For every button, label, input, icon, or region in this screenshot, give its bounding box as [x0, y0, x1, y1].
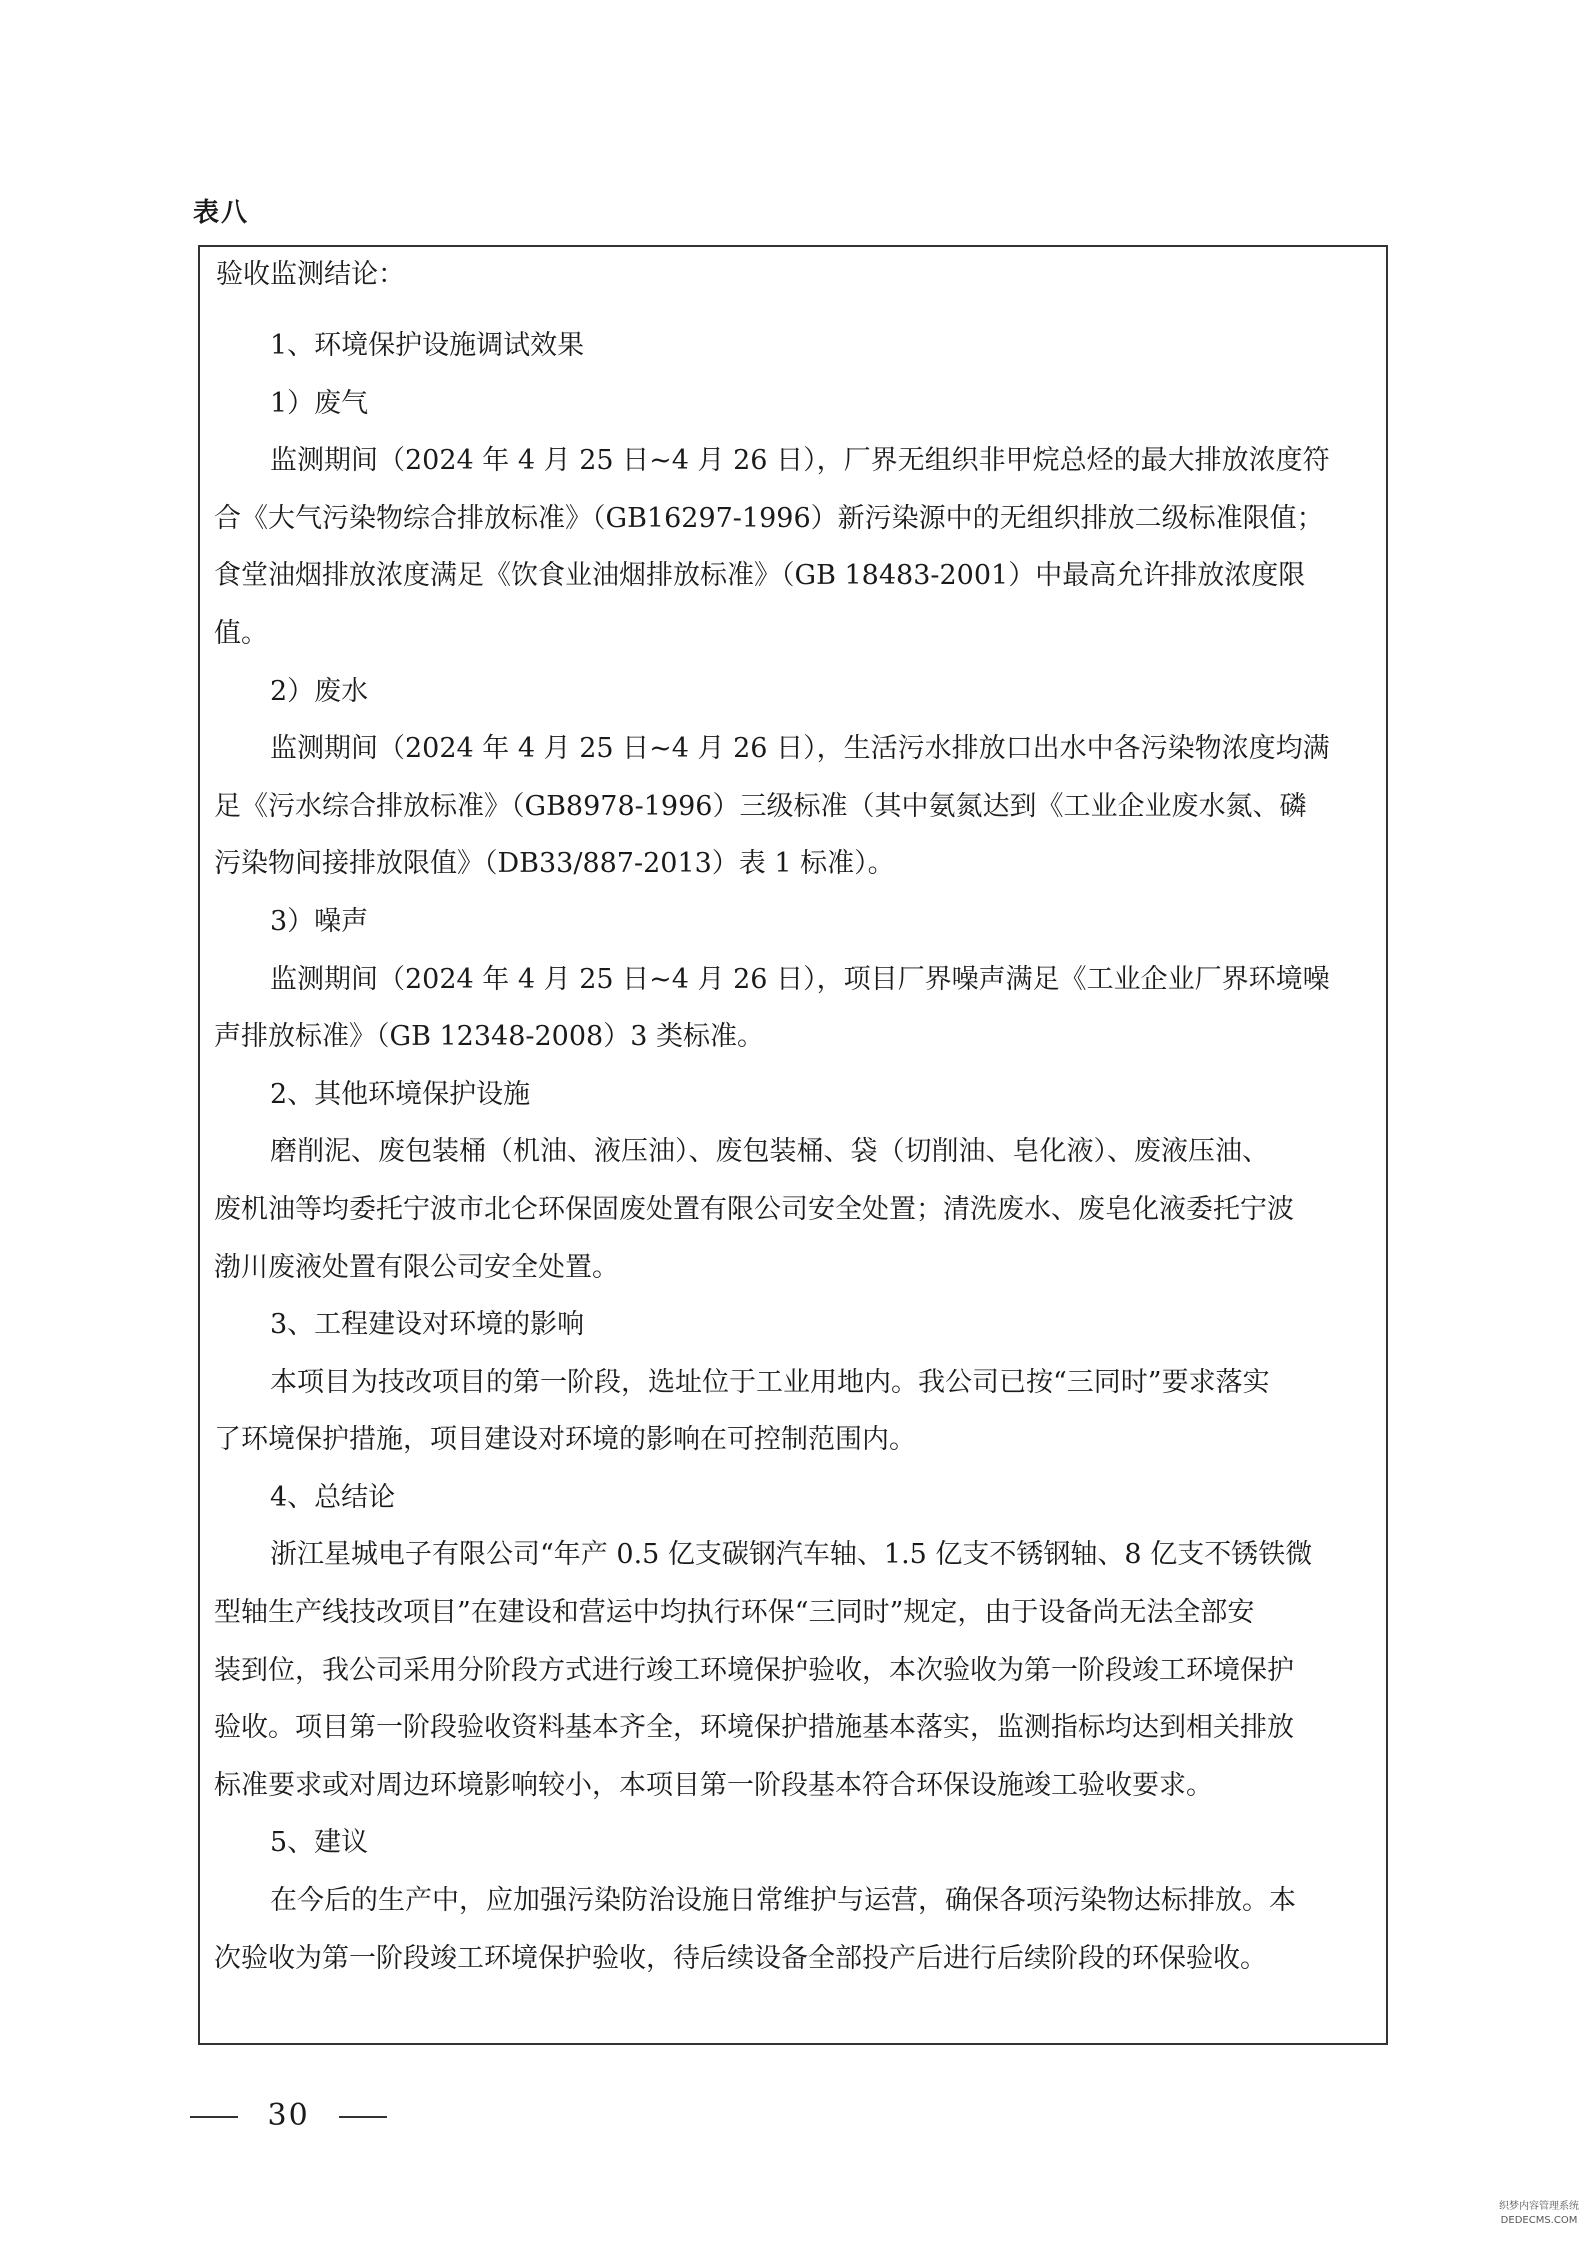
watermark-line-1: 织梦内容管理系统 [1499, 2201, 1579, 2212]
paragraph-line: 了环境保护措施，项目建设对环境的影响在可控制范围内。 [214, 1424, 916, 1456]
heading-5: 5、建议 [270, 1827, 369, 1859]
paragraph-line: 验收。项目第一阶段验收资料基本齐全，环境保护措施基本落实，监测指标均达到相关排放 [214, 1712, 1294, 1744]
paragraph-line: 值。 [214, 617, 268, 649]
paragraph-line: 磨削泥、废包装桶（机油、液压油）、废包装桶、袋（切削油、皂化液）、废液压油、 [270, 1136, 1269, 1168]
subheading-noise: 3）噪声 [270, 905, 369, 937]
paragraph-line: 监测期间（2024 年 4 月 25 日~4 月 26 日），项目厂界噪声满足《工业企业厂界环境噪 [270, 963, 1330, 995]
footer-dash-right [339, 2116, 387, 2118]
paragraph-line: 标准要求或对周边环境影响较小，本项目第一阶段基本符合环保设施竣工验收要求。 [214, 1769, 1213, 1801]
paragraph-line: 废机油等均委托宁波市北仑环保固废处置有限公司安全处置；清洗废水、废皂化液委托宁波 [214, 1193, 1294, 1225]
paragraph-line: 食堂油烟排放浓度满足《饮食业油烟排放标准》（GB 18483-2001）中最高允许排放浓度限 [214, 560, 1306, 592]
page-footer [190, 2098, 387, 2133]
page-number: 30 [267, 2098, 310, 2133]
paragraph-line: 装到位，我公司采用分阶段方式进行竣工环境保护验收，本次验收为第一阶段竣工环境保护 [214, 1654, 1294, 1686]
paragraph-line: 本项目为技改项目的第一阶段，选址位于工业用地内。我公司已按“三同时”要求落实 [270, 1366, 1270, 1398]
subheading-waste-water: 2）废水 [270, 675, 369, 707]
paragraph-line: 浙江星城电子有限公司“年产 0.5 亿支碳钢汽车轴、1.5 亿支不锈钢轴、8 亿支不锈铁微 [270, 1539, 1313, 1571]
paragraph-line: 监测期间（2024 年 4 月 25 日~4 月 26 日），厂界无组织非甲烷总烃的最大排放浓度符 [270, 445, 1330, 477]
paragraph-line: 在今后的生产中，应加强污染防治设施日常维护与运营，确保各项污染物达标排放。本 [270, 1885, 1296, 1917]
watermark-line-2: DEDECMS.COM [1500, 2215, 1578, 2226]
footer-dash-left [190, 2116, 238, 2118]
paragraph-line: 监测期间（2024 年 4 月 25 日~4 月 26 日），生活污水排放口出水中各污染物浓度均满 [270, 733, 1330, 765]
heading-1: 1、环境保护设施调试效果 [270, 330, 585, 361]
table-label: 表八 [193, 198, 250, 228]
heading-2: 2、其他环境保护设施 [270, 1078, 531, 1110]
conclusion-content [214, 317, 1378, 1987]
heading-3: 3、工程建设对环境的影响 [270, 1309, 585, 1341]
paragraph-line: 次验收为第一阶段竣工环境保护验收，待后续设备全部投产后进行后续阶段的环保验收。 [214, 1942, 1267, 1974]
subheading-waste-gas: 1）废气 [270, 387, 369, 419]
conclusion-title: 验收监测结论： [216, 259, 405, 290]
paragraph-line: 型轴生产线技改项目”在建设和营运中均执行环保“三同时”规定，由于设备尚无法全部安 [214, 1597, 1255, 1629]
paragraph-line: 污染物间接排放限值》（DB33/887-2013）表 1 标准）。 [214, 848, 895, 880]
paragraph-line: 合《大气污染物综合排放标准》（GB16297-1996）新污染源中的无组织排放二级标准限值； [214, 502, 1324, 534]
paragraph-line: 足《污水综合排放标准》（GB8978-1996）三级标准（其中氨氮达到《工业企业废水氮、磷 [214, 790, 1307, 822]
paragraph-line: 渤川废液处置有限公司安全处置。 [214, 1251, 619, 1283]
conclusion-table-frame [198, 245, 1388, 2045]
paragraph-line: 声排放标准》（GB 12348-2008）3 类标准。 [214, 1021, 764, 1053]
watermark [1492, 2200, 1586, 2228]
heading-4: 4、总结论 [270, 1481, 396, 1513]
